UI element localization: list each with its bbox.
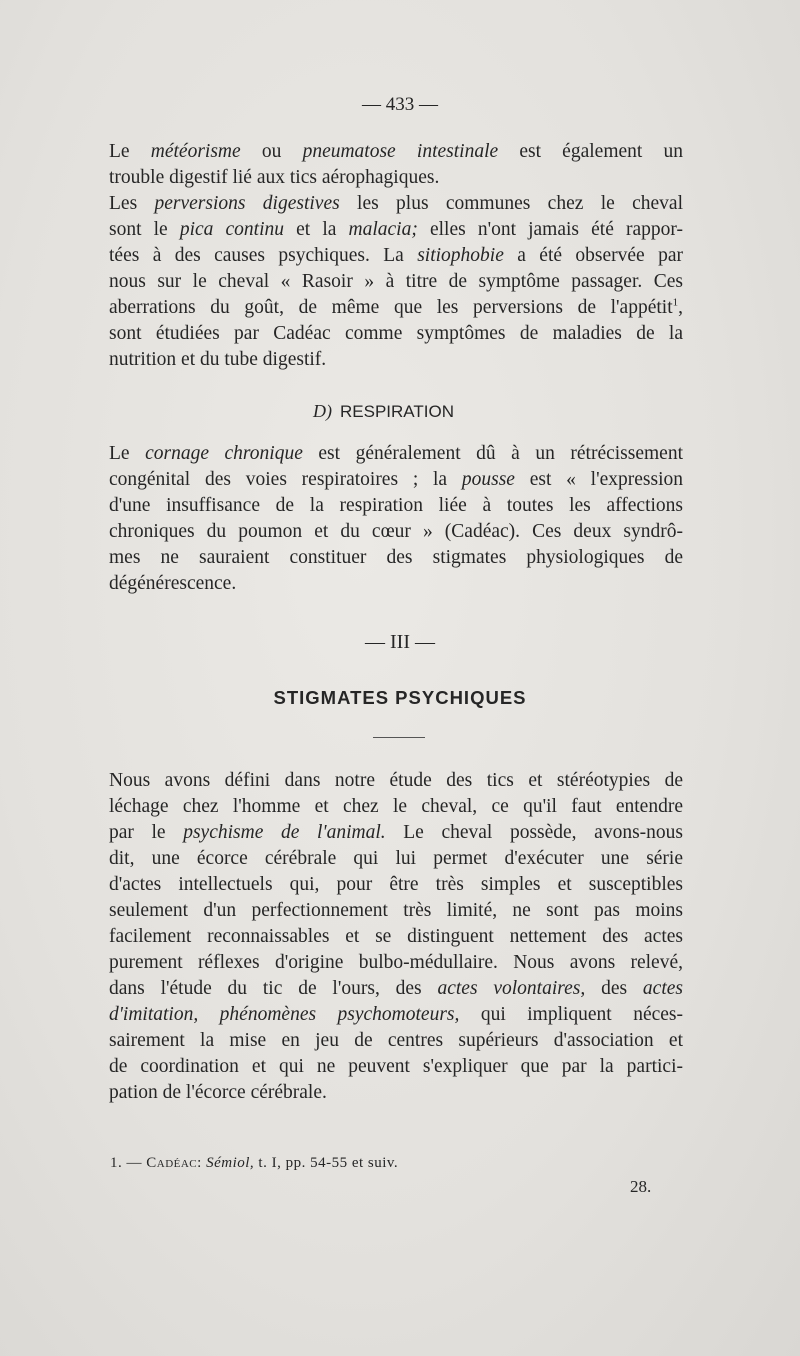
text-run: trouble digestif lié aux tics aérophagiques. xyxy=(109,167,440,188)
text-run: d'actes intellectuels qui, pour être très simples et susceptibles xyxy=(109,874,683,895)
part-title: STIGMATES PSYCHIQUES xyxy=(273,687,527,708)
text-line xyxy=(109,467,683,493)
text-line xyxy=(109,519,683,545)
section-title: RESPIRATION xyxy=(340,402,454,421)
italic-term: cornage chronique xyxy=(145,443,303,464)
footnote-dash: — xyxy=(126,1155,142,1171)
text-line xyxy=(109,441,683,467)
text-run: ou xyxy=(240,141,303,162)
text-run: nous sur le cheval « Rasoir » à titre de symptôme passager. Ces xyxy=(109,271,683,292)
text-run: elles n'ont jamais été rappor- xyxy=(417,219,683,240)
text-run: aberrations du goût, de même que les perversions de l'appétit xyxy=(109,297,673,318)
text-line xyxy=(109,1080,683,1106)
text-line xyxy=(109,872,683,898)
text-line xyxy=(109,950,683,976)
text-line xyxy=(109,976,683,1002)
text-run: dit, une écorce cérébrale qui lui permet d'exécuter une série xyxy=(109,848,683,869)
footnote xyxy=(110,1150,398,1176)
italic-term: pousse xyxy=(461,469,515,490)
text-line xyxy=(109,571,683,597)
text-run: chroniques du poumon et du cœur » (Cadéac). Ces deux syndrô- xyxy=(109,521,683,542)
text-run: léchage chez l'homme et chez le cheval, ce qu'il faut entendre xyxy=(109,796,683,817)
text-run: Le cheval possède, avons-nous xyxy=(385,822,683,843)
text-run: pation de l'écorce cérébrale. xyxy=(109,1082,327,1103)
text-run: congénital des voies respiratoires ; la xyxy=(109,469,462,490)
text-line xyxy=(109,217,683,243)
signature-mark: 28. xyxy=(630,1177,652,1196)
text-line xyxy=(109,846,683,872)
text-run: Les xyxy=(109,193,155,214)
text-line xyxy=(109,545,683,571)
text-run: dégénérescence. xyxy=(109,573,237,594)
text-line xyxy=(109,898,683,924)
text-run: les plus communes chez le cheval xyxy=(339,193,683,214)
footnote-marker: 1 xyxy=(672,296,679,309)
text-line xyxy=(109,820,683,846)
italic-term: perversions digestives xyxy=(154,193,340,214)
text-line xyxy=(109,794,683,820)
text-run: et la xyxy=(284,219,349,240)
text-line xyxy=(109,165,683,191)
text-run: , xyxy=(678,297,683,318)
text-line xyxy=(109,924,683,950)
text-run: qui impliquent néces- xyxy=(459,1004,683,1025)
text-line xyxy=(109,139,683,165)
text-line xyxy=(109,1028,683,1054)
text-line xyxy=(109,243,683,269)
text-run: Le xyxy=(109,443,146,464)
text-run: mes ne sauraient constituer des stigmates physiologiques de xyxy=(109,547,683,568)
text-run: Nous avons défini dans notre étude des tics et stéréotypies de xyxy=(109,770,683,791)
italic-term: actes xyxy=(642,978,683,999)
text-run: sairement la mise en jeu de centres supérieurs d'association et xyxy=(109,1030,683,1051)
text-run: nutrition et du tube digestif. xyxy=(109,349,327,370)
text-run: dans l'étude du tic de l'ours, des xyxy=(109,978,438,999)
text-run: sont étudiées par Cadéac comme symptômes de maladies de la xyxy=(109,323,683,344)
text-line xyxy=(109,768,683,794)
text-run: facilement reconnaissables et se distinguent nettement des actes xyxy=(109,926,683,947)
part-number: — III — xyxy=(365,631,435,653)
footnote-work: Sémiol, xyxy=(206,1155,255,1171)
title-rule xyxy=(373,737,425,738)
section-heading-respiration xyxy=(313,398,454,425)
text-run: seulement d'un perfectionnement très limité, ne sont pas moins xyxy=(109,900,683,921)
text-run: de coordination et qui ne peuvent s'expliquer que par la partici- xyxy=(109,1056,683,1077)
text-line xyxy=(109,1002,683,1028)
text-line xyxy=(109,493,683,519)
text-run: est également un xyxy=(498,141,683,162)
text-line xyxy=(109,347,683,373)
text-run: sont le xyxy=(109,219,180,240)
text-run: par le xyxy=(109,822,184,843)
italic-term: actes volontaires, xyxy=(437,978,586,999)
footnote-number: 1. xyxy=(110,1155,123,1171)
text-run: tées à des causes psychiques. La xyxy=(109,245,418,266)
text-run: est « l'expression xyxy=(514,469,683,490)
text-line xyxy=(109,295,683,321)
text-line xyxy=(109,269,683,295)
text-run: d'une insuffisance de la respiration liée à toutes les affections xyxy=(109,495,683,516)
italic-term: sitiophobie xyxy=(417,245,504,266)
text-run: a été observée par xyxy=(503,245,683,266)
section-letter: D) xyxy=(313,401,332,421)
italic-term: pica continu xyxy=(179,219,285,240)
page-header-number: — 433 — xyxy=(362,94,438,115)
footnote-author: Cadéac xyxy=(146,1155,198,1171)
text-run: purement réflexes d'origine bulbo-médullaire. Nous avons relevé, xyxy=(109,952,683,973)
text-run: Le xyxy=(109,141,151,162)
italic-term: d'imitation, phénomènes psychomoteurs, xyxy=(109,1004,460,1025)
footnote-colon: : xyxy=(197,1155,202,1171)
italic-term: pneumatose intestinale xyxy=(302,141,499,162)
text-run: des xyxy=(585,978,643,999)
text-line xyxy=(109,1054,683,1080)
text-run: est généralement dû à un rétrécissement xyxy=(302,443,683,464)
footnote-ref: t. I, pp. 54-55 et suiv. xyxy=(258,1155,399,1171)
italic-term: météorisme xyxy=(150,141,241,162)
italic-term: malacia; xyxy=(348,219,418,240)
text-line xyxy=(109,321,683,347)
italic-term: psychisme de l'animal. xyxy=(183,822,386,843)
text-line xyxy=(109,191,683,217)
